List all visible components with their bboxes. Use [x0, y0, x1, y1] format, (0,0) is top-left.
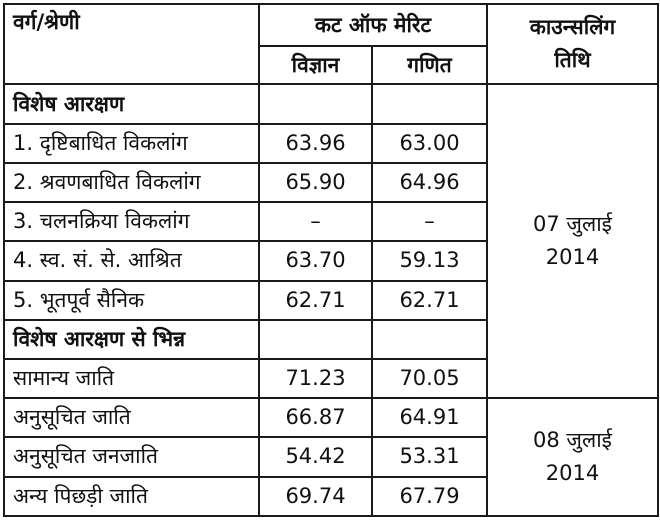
math-value: 64.96	[372, 163, 487, 202]
row-label: 1. दृष्टिबाधित विकलांग	[4, 124, 259, 163]
cutoff-merit-table	[3, 3, 659, 517]
other-section-label: विशेष आरक्षण से भिन्न	[4, 320, 259, 359]
science-value: 54.42	[259, 437, 372, 476]
counselling-date-2	[487, 398, 658, 516]
header-cutoff-merit: कट ऑफ मेरिट	[259, 4, 487, 46]
cutoff-merit-table-wrapper	[3, 3, 657, 517]
empty-cell	[372, 84, 487, 123]
table-row	[4, 398, 658, 437]
row-label: अन्य पिछड़ी जाति	[4, 477, 259, 516]
row-label: 2. श्रवणबाधित विकलांग	[4, 163, 259, 202]
math-value: 63.00	[372, 124, 487, 163]
row-label: 3. चलनक्रिया विकलांग	[4, 202, 259, 241]
header-counselling-line1: काउन्सलिंग	[529, 14, 616, 39]
empty-cell	[259, 84, 372, 123]
math-value: 53.31	[372, 437, 487, 476]
science-value: 65.90	[259, 163, 372, 202]
science-value: 69.74	[259, 477, 372, 516]
math-value: 62.71	[372, 281, 487, 320]
special-section-row	[4, 84, 658, 123]
date-2-line2: 2014	[545, 461, 600, 486]
row-label: 4. स्व. सं. से. आश्रित	[4, 241, 259, 280]
science-value: 71.23	[259, 359, 372, 398]
math-value: –	[372, 202, 487, 241]
header-row-1	[4, 4, 658, 46]
header-category: वर्ग/श्रेणी	[4, 4, 259, 84]
science-value: –	[259, 202, 372, 241]
date-1-line1: 07 जुलाई	[533, 211, 612, 236]
math-value: 59.13	[372, 241, 487, 280]
row-label: 5. भूतपूर्व सैनिक	[4, 281, 259, 320]
header-science: विज्ञान	[259, 46, 372, 84]
date-1-line2: 2014	[545, 245, 600, 270]
empty-cell	[259, 320, 372, 359]
header-math: गणित	[372, 46, 487, 84]
science-value: 63.70	[259, 241, 372, 280]
counselling-date-1	[487, 84, 658, 398]
row-label: अनुसूचित जाति	[4, 398, 259, 437]
row-label: सामान्य जाति	[4, 359, 259, 398]
row-label: अनुसूचित जनजाति	[4, 437, 259, 476]
science-value: 63.96	[259, 124, 372, 163]
science-value: 62.71	[259, 281, 372, 320]
math-value: 70.05	[372, 359, 487, 398]
special-section-label: विशेष आरक्षण	[4, 84, 259, 123]
math-value: 67.79	[372, 477, 487, 516]
header-counselling-date	[487, 4, 658, 84]
date-2-line1: 08 जुलाई	[533, 427, 612, 452]
science-value: 66.87	[259, 398, 372, 437]
header-counselling-line2: तिथि	[554, 48, 591, 73]
empty-cell	[372, 320, 487, 359]
math-value: 64.91	[372, 398, 487, 437]
